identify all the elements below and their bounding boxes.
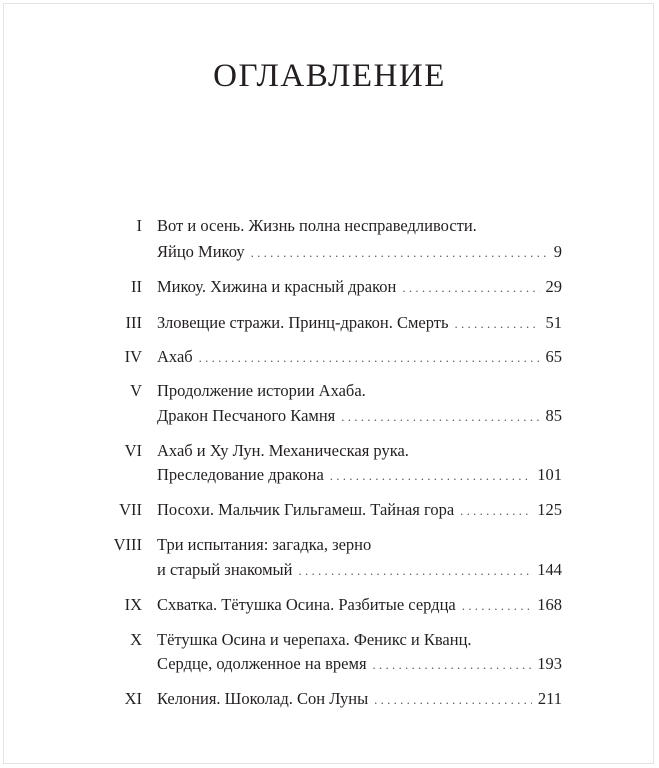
dot-leader xyxy=(251,243,548,263)
page-number: 193 xyxy=(537,654,562,673)
chapter-number: II xyxy=(131,277,142,296)
toc-entry[interactable] xyxy=(157,347,562,368)
dot-leader xyxy=(373,655,532,675)
chapter-number: III xyxy=(125,313,142,332)
toc-entry[interactable] xyxy=(157,313,562,334)
chapter-title: Ахаб xyxy=(157,347,193,366)
dot-leader xyxy=(402,278,539,298)
toc-entry[interactable] xyxy=(157,242,562,263)
page-number: 85 xyxy=(545,406,562,425)
dot-leader xyxy=(330,466,531,486)
dot-leader xyxy=(462,596,532,616)
page-number: 9 xyxy=(553,242,562,261)
chapter-title-line: Вот и осень. Жизнь полна несправедливости. xyxy=(157,216,477,235)
page-number: 168 xyxy=(537,595,562,614)
toc-entry[interactable] xyxy=(157,595,562,616)
page-number: 211 xyxy=(537,689,562,708)
page-number: 29 xyxy=(545,277,562,296)
chapter-title: Келония. Шоколад. Сон Луны xyxy=(157,689,369,708)
toc-entry[interactable] xyxy=(157,406,562,427)
page-title: ОГЛАВЛЕНИЕ xyxy=(213,58,446,94)
chapter-title: и старый знакомый xyxy=(157,560,293,579)
chapter-title: Микоу. Хижина и красный дракон xyxy=(157,277,397,296)
chapter-title-line: Тётушка Осина и черепаха. Феникс и Кванц. xyxy=(157,630,472,649)
dot-leader xyxy=(460,501,531,521)
toc-entry[interactable] xyxy=(157,560,562,581)
toc-entry[interactable] xyxy=(157,277,562,298)
chapter-title: Зловещие стражи. Принц-дракон. Смерть xyxy=(157,313,449,332)
chapter-number: XI xyxy=(124,689,142,708)
toc-entry[interactable] xyxy=(157,689,562,710)
toc-entry[interactable] xyxy=(157,654,562,675)
chapter-title: Преследование дракона xyxy=(157,465,324,484)
chapter-number: I xyxy=(136,216,142,235)
chapter-title: Схватка. Тётушка Осина. Разбитые сердца xyxy=(157,595,456,614)
chapter-title-line: Ахаб и Ху Лун. Механическая рука. xyxy=(157,441,409,460)
page-number: 65 xyxy=(545,347,562,366)
chapter-number: VII xyxy=(119,500,142,519)
page-number: 101 xyxy=(537,465,562,484)
chapter-title-line: Продолжение истории Ахаба. xyxy=(157,381,366,400)
chapter-number: IX xyxy=(124,595,142,614)
toc-entry[interactable] xyxy=(157,500,562,521)
dot-leader xyxy=(455,314,540,334)
chapter-title: Посохи. Мальчик Гильгамеш. Тайная гора xyxy=(157,500,455,519)
chapter-title: Сердце, одолженное на время xyxy=(157,654,367,673)
dot-leader xyxy=(298,561,531,581)
chapter-number: V xyxy=(130,381,142,400)
chapter-title: Дракон Песчаного Камня xyxy=(157,406,336,425)
chapter-number: VIII xyxy=(113,535,142,554)
chapter-number: VI xyxy=(124,441,142,460)
chapter-number: IV xyxy=(124,347,142,366)
page-number: 144 xyxy=(537,560,562,579)
page-number: 51 xyxy=(545,313,562,332)
chapter-title: Яйцо Микоу xyxy=(157,242,245,261)
page-number: 125 xyxy=(537,500,562,519)
dot-leader xyxy=(341,407,539,427)
chapter-title-line: Три испытания: загадка, зерно xyxy=(157,535,372,554)
toc-entry[interactable] xyxy=(157,465,562,486)
chapter-number: X xyxy=(130,630,142,649)
dot-leader xyxy=(199,348,540,368)
dot-leader xyxy=(374,690,532,710)
